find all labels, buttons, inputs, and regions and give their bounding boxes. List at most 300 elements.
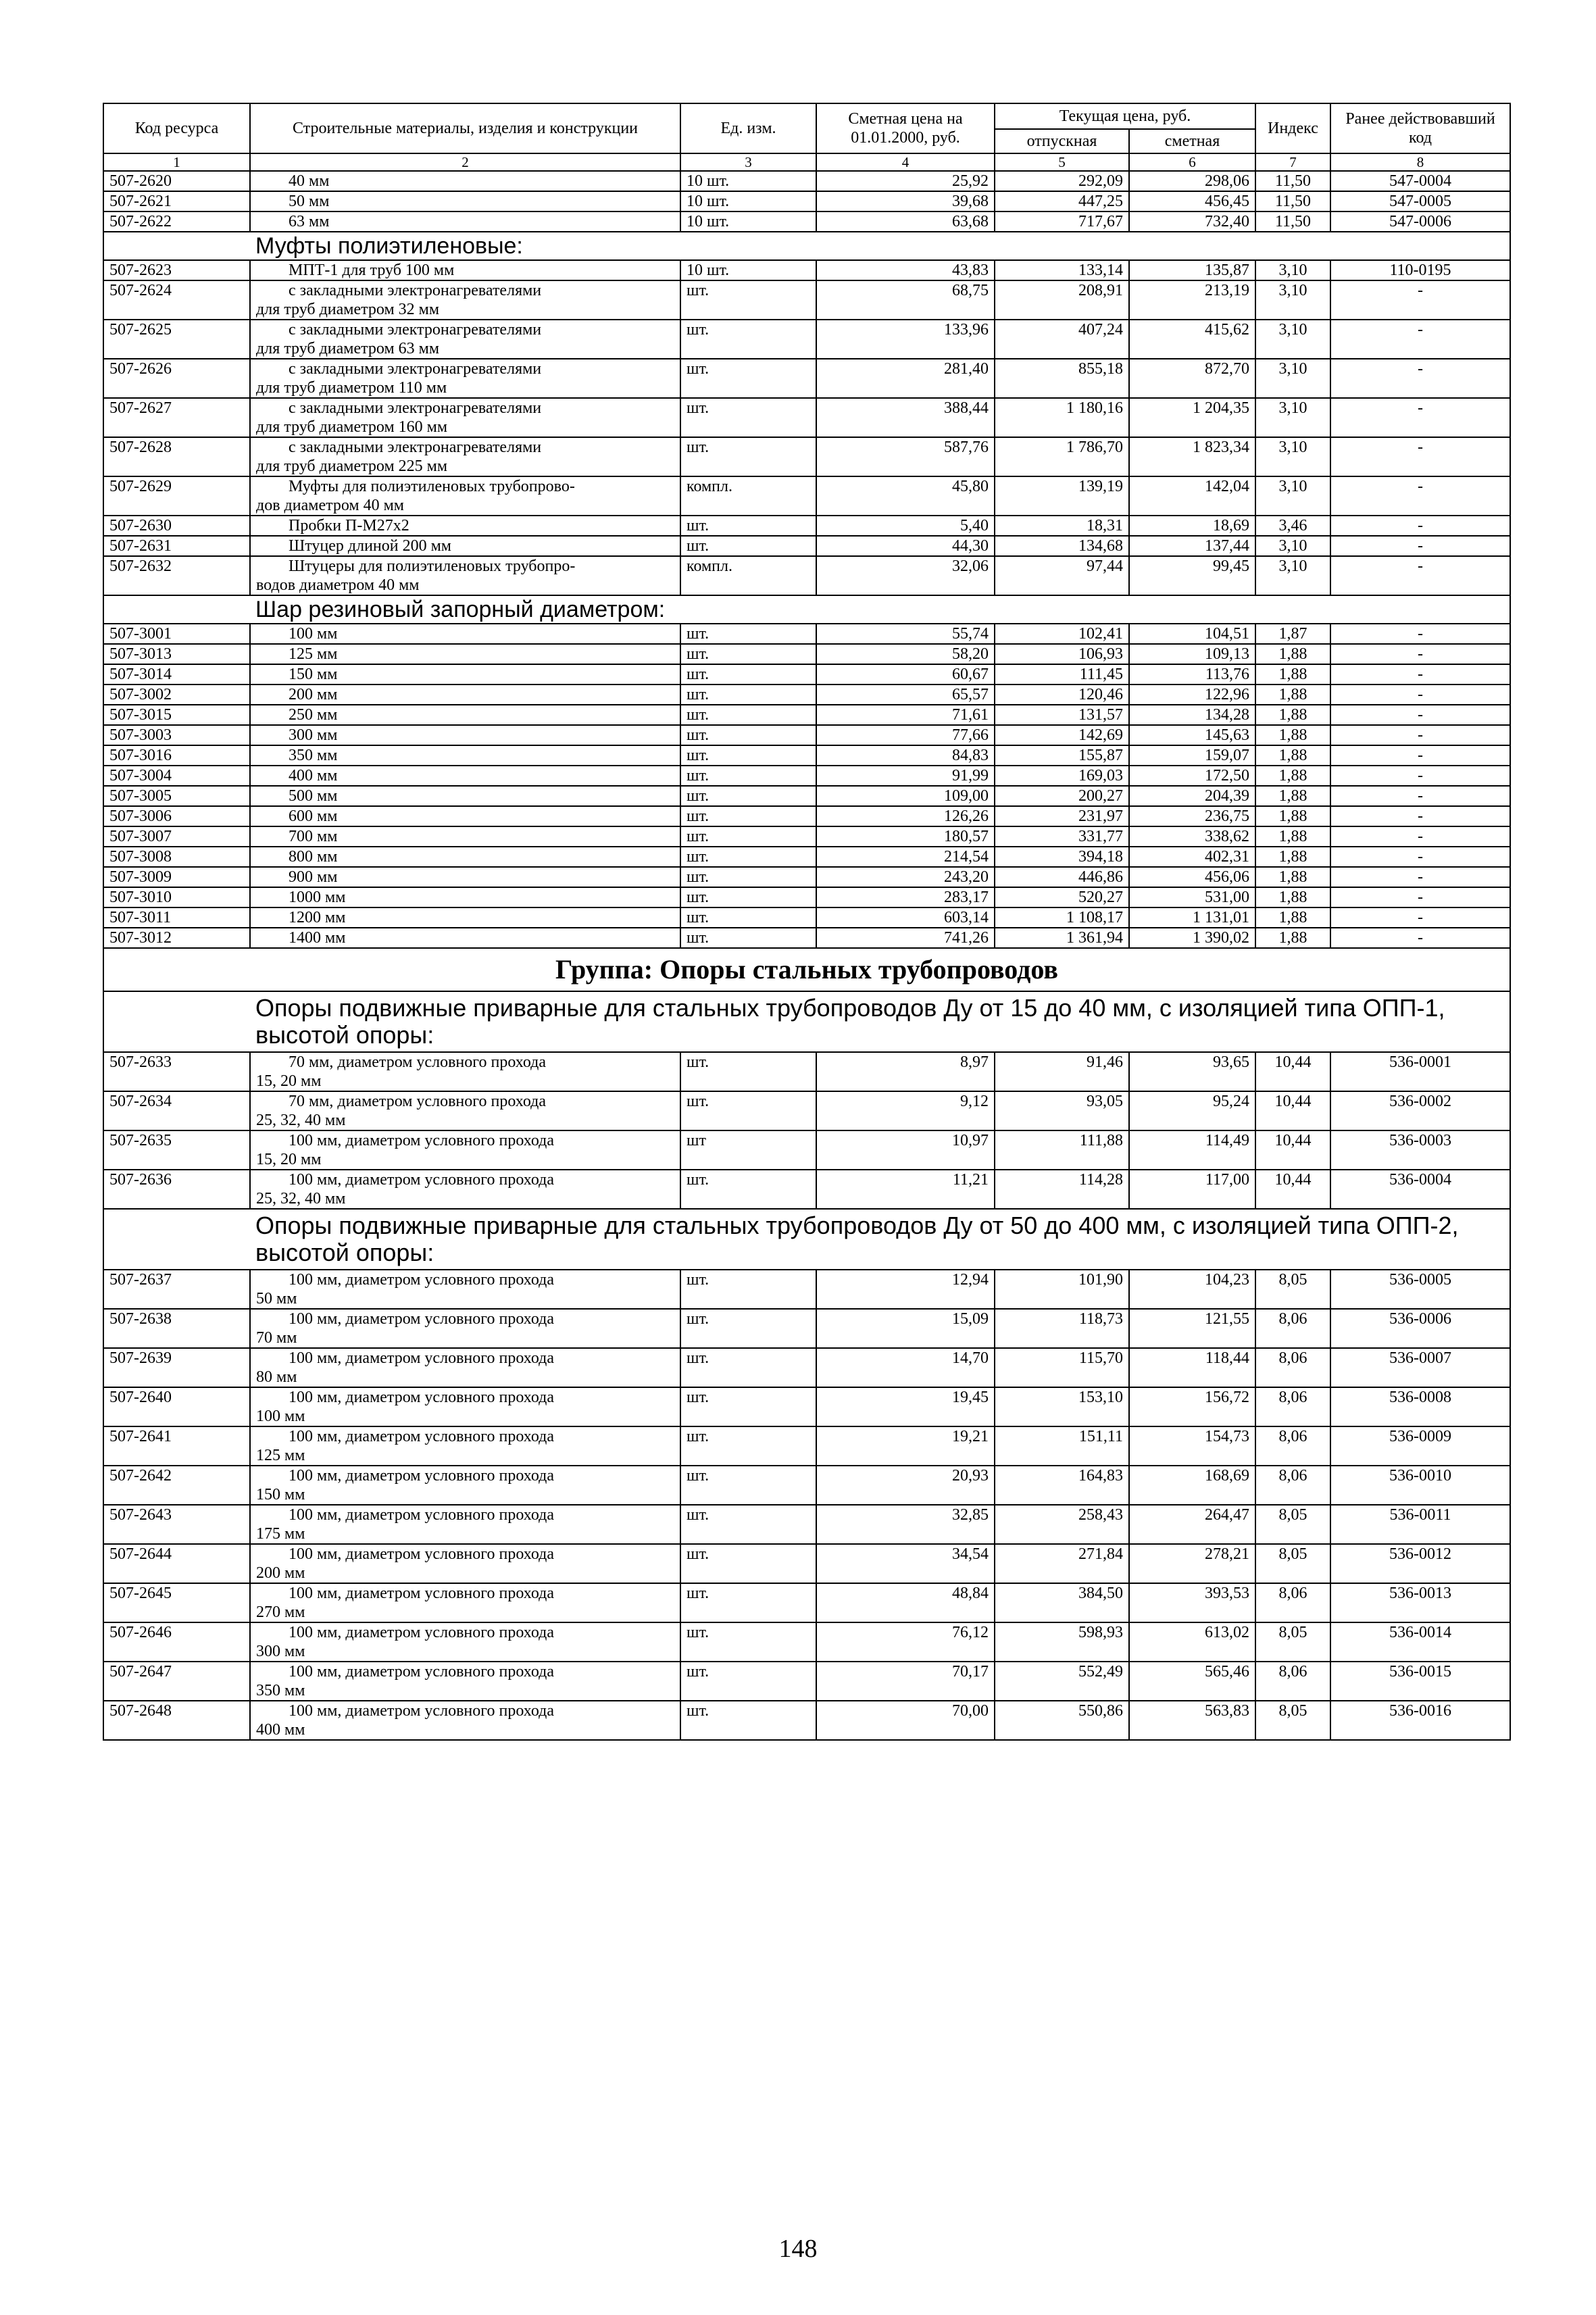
estimate-price: 264,47: [1129, 1505, 1255, 1544]
base-price: 70,17: [816, 1662, 995, 1701]
column-numbers-row: [103, 153, 1510, 171]
resource-code: 507-2644: [103, 1544, 250, 1583]
release-price: 200,27: [995, 786, 1129, 806]
table-row: [103, 516, 1510, 536]
table-row: [103, 1544, 1510, 1583]
item-name-line2: 50 мм: [256, 1290, 297, 1308]
table-row: [103, 320, 1510, 359]
table-row: [103, 766, 1510, 786]
previous-code: -: [1330, 826, 1510, 847]
table-row: [103, 806, 1510, 826]
unit: шт.: [680, 1505, 816, 1544]
estimate-price: 114,49: [1129, 1130, 1255, 1170]
base-price: 9,12: [816, 1091, 995, 1130]
table-row: [103, 1387, 1510, 1426]
unit: шт.: [680, 320, 816, 359]
price-index: 1,87: [1255, 624, 1330, 644]
item-name-line1: 63 мм: [289, 213, 330, 230]
unit: шт.: [680, 907, 816, 928]
release-price: 133,14: [995, 260, 1129, 280]
unit: шт.: [680, 1309, 816, 1348]
base-price: 243,20: [816, 867, 995, 887]
item-name-line2: 70 мм: [256, 1329, 297, 1347]
resource-code: 507-2623: [103, 260, 250, 280]
base-price: 8,97: [816, 1052, 995, 1091]
column-number: 4: [816, 153, 995, 171]
resource-code: 507-3004: [103, 766, 250, 786]
price-index: 1,88: [1255, 644, 1330, 664]
estimate-price: 172,50: [1129, 766, 1255, 786]
estimate-price: 135,87: [1129, 260, 1255, 280]
item-name-line1: 300 мм: [289, 726, 338, 744]
col-header-estimate: сметная: [1129, 129, 1255, 153]
item-name-line1: Штуцер длиной 200 мм: [289, 537, 451, 555]
table-row: [103, 211, 1510, 232]
price-index: 10,44: [1255, 1091, 1330, 1130]
previous-code: -: [1330, 644, 1510, 664]
price-index: 3,46: [1255, 516, 1330, 536]
price-index: 1,88: [1255, 664, 1330, 684]
table-row: [103, 171, 1510, 191]
base-price: 12,94: [816, 1270, 995, 1309]
item-name-line1: 700 мм: [289, 828, 338, 845]
item-name-line2: дов диаметром 40 мм: [256, 497, 404, 514]
unit: шт.: [680, 826, 816, 847]
table-row: [103, 437, 1510, 476]
table-row: [103, 664, 1510, 684]
previous-code: -: [1330, 887, 1510, 907]
unit: шт.: [680, 1466, 816, 1505]
release-price: 106,93: [995, 644, 1129, 664]
price-index: 1,88: [1255, 867, 1330, 887]
resource-code: 507-3001: [103, 624, 250, 644]
item-name-line1: 100 мм, диаметром условного прохода: [289, 1624, 554, 1641]
resource-code: 507-2622: [103, 211, 250, 232]
unit: шт.: [680, 664, 816, 684]
previous-code: -: [1330, 705, 1510, 725]
table-row: [103, 644, 1510, 664]
release-price: 142,69: [995, 725, 1129, 745]
previous-code: -: [1330, 684, 1510, 705]
resource-code: 507-2635: [103, 1130, 250, 1170]
item-name: [250, 1309, 680, 1348]
estimate-price: 613,02: [1129, 1622, 1255, 1662]
price-index: 8,06: [1255, 1662, 1330, 1701]
price-index: 1,88: [1255, 806, 1330, 826]
estimate-price: 402,31: [1129, 847, 1255, 867]
estimate-price: 531,00: [1129, 887, 1255, 907]
item-name-line2: для труб диаметром 110 мм: [256, 379, 447, 397]
release-price: 139,19: [995, 476, 1129, 516]
resource-code: 507-2633: [103, 1052, 250, 1091]
subgroup-heading: [103, 1209, 1510, 1270]
previous-code: -: [1330, 516, 1510, 536]
unit: шт.: [680, 536, 816, 556]
price-index: 10,44: [1255, 1130, 1330, 1170]
item-name-line1: 100 мм, диаметром условного прохода: [289, 1702, 554, 1720]
item-name-line1: 100 мм, диаметром условного прохода: [289, 1506, 554, 1524]
item-name-line1: с закладными электронагревателями: [289, 360, 542, 378]
resource-code: 507-2643: [103, 1505, 250, 1544]
base-price: 15,09: [816, 1309, 995, 1348]
estimate-price: 95,24: [1129, 1091, 1255, 1130]
base-price: 741,26: [816, 928, 995, 948]
price-index: 8,06: [1255, 1387, 1330, 1426]
resource-code: 507-3015: [103, 705, 250, 725]
release-price: 155,87: [995, 745, 1129, 766]
item-name-line1: Штуцеры для полиэтиленовых трубопро-: [289, 557, 576, 575]
previous-code: 536-0015: [1330, 1662, 1510, 1701]
section-heading: Муфты полиэтиленовые:: [103, 232, 1510, 260]
base-price: 281,40: [816, 359, 995, 398]
resource-code: 507-2631: [103, 536, 250, 556]
item-name-line1: 40 мм: [289, 172, 330, 190]
previous-code: -: [1330, 766, 1510, 786]
item-name-line1: 100 мм, диаметром условного прохода: [289, 1428, 554, 1445]
release-price: 134,68: [995, 536, 1129, 556]
subgroup-heading-line1: Опоры подвижные приварные для стальных трубопроводов Ду от 15 до 40 мм, с изоляцией типа ОПП-1,: [255, 994, 1445, 1022]
resource-code: 507-2648: [103, 1701, 250, 1740]
price-index: 8,06: [1255, 1426, 1330, 1466]
subgroup-heading-row: [103, 991, 1510, 1052]
table-row: [103, 1052, 1510, 1091]
item-name-line2: 80 мм: [256, 1368, 297, 1386]
previous-code: 536-0009: [1330, 1426, 1510, 1466]
base-price: 587,76: [816, 437, 995, 476]
item-name: [250, 476, 680, 516]
item-name-line1: 500 мм: [289, 787, 338, 805]
item-name: [250, 766, 680, 786]
resource-code: 507-2629: [103, 476, 250, 516]
resource-code: 507-2634: [103, 1091, 250, 1130]
section-heading-row: [103, 232, 1510, 260]
estimate-price: 563,83: [1129, 1701, 1255, 1740]
unit: компл.: [680, 476, 816, 516]
previous-code: -: [1330, 398, 1510, 437]
item-name-line1: 100 мм, диаметром условного прохода: [289, 1271, 554, 1289]
estimate-price: 154,73: [1129, 1426, 1255, 1466]
previous-code: -: [1330, 745, 1510, 766]
item-name-line1: 600 мм: [289, 807, 338, 825]
unit: шт.: [680, 887, 816, 907]
previous-code: -: [1330, 847, 1510, 867]
unit: шт.: [680, 359, 816, 398]
item-name-line2: 270 мм: [256, 1603, 305, 1621]
base-price: 180,57: [816, 826, 995, 847]
estimate-price: 456,06: [1129, 867, 1255, 887]
base-price: 32,85: [816, 1505, 995, 1544]
item-name-line1: 900 мм: [289, 868, 338, 886]
estimate-price: 109,13: [1129, 644, 1255, 664]
table-row: [103, 826, 1510, 847]
release-price: 164,83: [995, 1466, 1129, 1505]
previous-code: -: [1330, 806, 1510, 826]
resource-code: 507-3010: [103, 887, 250, 907]
table-row: [103, 867, 1510, 887]
table-body: [103, 171, 1510, 1740]
price-index: 3,10: [1255, 476, 1330, 516]
release-price: 101,90: [995, 1270, 1129, 1309]
price-index: 3,10: [1255, 536, 1330, 556]
previous-code: 547-0004: [1330, 171, 1510, 191]
release-price: 550,86: [995, 1701, 1129, 1740]
item-name: [250, 191, 680, 211]
unit: шт.: [680, 847, 816, 867]
table-row: [103, 887, 1510, 907]
item-name: [250, 725, 680, 745]
item-name-line1: 350 мм: [289, 747, 338, 764]
previous-code: -: [1330, 907, 1510, 928]
release-price: 231,97: [995, 806, 1129, 826]
estimate-price: 1 390,02: [1129, 928, 1255, 948]
release-price: 151,11: [995, 1426, 1129, 1466]
item-name: [250, 624, 680, 644]
price-index: 1,88: [1255, 826, 1330, 847]
base-price: 32,06: [816, 556, 995, 595]
unit: шт.: [680, 725, 816, 745]
item-name-line1: 100 мм, диаметром условного прохода: [289, 1585, 554, 1602]
item-name-line2: для труб диаметром 63 мм: [256, 340, 440, 357]
item-name-line2: 15, 20 мм: [256, 1072, 322, 1090]
previous-code: 536-0008: [1330, 1387, 1510, 1426]
previous-code: -: [1330, 359, 1510, 398]
release-price: 120,46: [995, 684, 1129, 705]
release-price: 407,24: [995, 320, 1129, 359]
item-name-line1: с закладными электронагревателями: [289, 321, 542, 339]
table-row: [103, 1505, 1510, 1544]
item-name: [250, 516, 680, 536]
estimate-price: 118,44: [1129, 1348, 1255, 1387]
table-row: [103, 1270, 1510, 1309]
column-number: 5: [995, 153, 1129, 171]
base-price: 58,20: [816, 644, 995, 664]
group-heading: Группа: Опоры стальных трубопроводов: [103, 948, 1510, 991]
price-index: 3,10: [1255, 556, 1330, 595]
table-row: [103, 786, 1510, 806]
release-price: 111,88: [995, 1130, 1129, 1170]
item-name-line1: 125 мм: [289, 645, 338, 663]
price-index: 3,10: [1255, 437, 1330, 476]
base-price: 39,68: [816, 191, 995, 211]
resource-code: 507-2626: [103, 359, 250, 398]
item-name: [250, 211, 680, 232]
unit: шт.: [680, 1583, 816, 1622]
item-name-line1: 100 мм, диаметром условного прохода: [289, 1349, 554, 1367]
item-name-line1: 100 мм: [289, 625, 338, 643]
item-name-line2: 125 мм: [256, 1447, 305, 1464]
unit: 10 шт.: [680, 211, 816, 232]
previous-code: 536-0007: [1330, 1348, 1510, 1387]
column-number: 3: [680, 153, 816, 171]
price-index: 1,88: [1255, 745, 1330, 766]
item-name-line1: 100 мм, диаметром условного прохода: [289, 1171, 554, 1189]
item-name-line1: 100 мм, диаметром условного прохода: [289, 1389, 554, 1406]
estimate-price: 113,76: [1129, 664, 1255, 684]
column-number: 2: [250, 153, 680, 171]
table-row: [103, 1662, 1510, 1701]
estimate-price: 104,23: [1129, 1270, 1255, 1309]
item-name-line1: Пробки П-М27х2: [289, 517, 409, 534]
item-name-line1: с закладными электронагревателями: [289, 399, 542, 417]
base-price: 126,26: [816, 806, 995, 826]
table-row: [103, 476, 1510, 516]
table-row: [103, 725, 1510, 745]
item-name-line2: 25, 32, 40 мм: [256, 1112, 346, 1129]
estimate-price: 1 823,34: [1129, 437, 1255, 476]
item-name: [250, 359, 680, 398]
previous-code: -: [1330, 536, 1510, 556]
base-price: 133,96: [816, 320, 995, 359]
base-price: 34,54: [816, 1544, 995, 1583]
estimate-price: 117,00: [1129, 1170, 1255, 1209]
resource-code: 507-2642: [103, 1466, 250, 1505]
table-row: [103, 745, 1510, 766]
previous-code: -: [1330, 664, 1510, 684]
release-price: 394,18: [995, 847, 1129, 867]
item-name-line1: 100 мм, диаметром условного прохода: [289, 1310, 554, 1328]
resource-code: 507-2620: [103, 171, 250, 191]
base-price: 44,30: [816, 536, 995, 556]
estimate-price: 137,44: [1129, 536, 1255, 556]
item-name-line1: 100 мм, диаметром условного прохода: [289, 1663, 554, 1681]
item-name: [250, 745, 680, 766]
unit: шт.: [680, 745, 816, 766]
item-name-line2: 350 мм: [256, 1682, 305, 1699]
estimate-price: 1 204,35: [1129, 398, 1255, 437]
item-name-line1: 1400 мм: [289, 929, 346, 947]
price-index: 1,88: [1255, 766, 1330, 786]
col-header-name: Строительные материалы, изделия и конструкции: [250, 103, 680, 153]
resource-code: 507-2647: [103, 1662, 250, 1701]
price-table: [103, 103, 1511, 1741]
item-name: [250, 1583, 680, 1622]
table-row: [103, 928, 1510, 948]
item-name: [250, 556, 680, 595]
previous-code: 547-0005: [1330, 191, 1510, 211]
resource-code: 507-2627: [103, 398, 250, 437]
estimate-price: 338,62: [1129, 826, 1255, 847]
table-row: [103, 398, 1510, 437]
base-price: 48,84: [816, 1583, 995, 1622]
estimate-price: 204,39: [1129, 786, 1255, 806]
base-price: 65,57: [816, 684, 995, 705]
release-price: 169,03: [995, 766, 1129, 786]
table-row: [103, 1130, 1510, 1170]
estimate-price: 145,63: [1129, 725, 1255, 745]
item-name-line2: 15, 20 мм: [256, 1151, 322, 1168]
base-price: 20,93: [816, 1466, 995, 1505]
previous-code: -: [1330, 280, 1510, 320]
item-name-line2: для труб диаметром 32 мм: [256, 301, 440, 318]
base-price: 14,70: [816, 1348, 995, 1387]
col-header-base-price: Сметная цена на 01.01.2000, руб.: [816, 103, 995, 153]
table-row: [103, 847, 1510, 867]
price-index: 1,88: [1255, 786, 1330, 806]
unit: шт.: [680, 806, 816, 826]
release-price: 598,93: [995, 1622, 1129, 1662]
item-name: [250, 1270, 680, 1309]
price-index: 1,88: [1255, 725, 1330, 745]
item-name: [250, 928, 680, 948]
base-price: 84,83: [816, 745, 995, 766]
resource-code: 507-2638: [103, 1309, 250, 1348]
item-name-line1: Муфты для полиэтиленовых трубопрово-: [289, 478, 575, 495]
estimate-price: 134,28: [1129, 705, 1255, 725]
release-price: 258,43: [995, 1505, 1129, 1544]
base-price: 55,74: [816, 624, 995, 644]
price-index: 1,88: [1255, 928, 1330, 948]
table-row: [103, 684, 1510, 705]
previous-code: 536-0011: [1330, 1505, 1510, 1544]
item-name-line1: 70 мм, диаметром условного прохода: [289, 1053, 546, 1071]
subgroup-heading-row: [103, 1209, 1510, 1270]
price-index: 1,88: [1255, 847, 1330, 867]
item-name-line1: 100 мм, диаметром условного прохода: [289, 1132, 554, 1149]
item-name-line1: с закладными электронагревателями: [289, 439, 542, 456]
table-row: [103, 536, 1510, 556]
previous-code: 536-0013: [1330, 1583, 1510, 1622]
unit: шт.: [680, 786, 816, 806]
estimate-price: 168,69: [1129, 1466, 1255, 1505]
previous-code: 536-0006: [1330, 1309, 1510, 1348]
unit: шт.: [680, 398, 816, 437]
price-index: 8,05: [1255, 1622, 1330, 1662]
resource-code: 507-3009: [103, 867, 250, 887]
table-row: [103, 907, 1510, 928]
item-name-line1: 400 мм: [289, 767, 338, 785]
item-name-line2: 175 мм: [256, 1525, 305, 1543]
estimate-price: 732,40: [1129, 211, 1255, 232]
item-name: [250, 1544, 680, 1583]
subgroup-heading-line2: высотой опоры:: [255, 1021, 434, 1049]
price-index: 11,50: [1255, 191, 1330, 211]
item-name: [250, 1052, 680, 1091]
release-price: 520,27: [995, 887, 1129, 907]
item-name: [250, 1662, 680, 1701]
release-price: 331,77: [995, 826, 1129, 847]
table-row: [103, 280, 1510, 320]
price-index: 1,88: [1255, 684, 1330, 705]
item-name-line1: 50 мм: [289, 193, 330, 210]
previous-code: -: [1330, 786, 1510, 806]
unit: шт.: [680, 1622, 816, 1662]
previous-code: 536-0004: [1330, 1170, 1510, 1209]
item-name: [250, 887, 680, 907]
estimate-price: 872,70: [1129, 359, 1255, 398]
estimate-price: 93,65: [1129, 1052, 1255, 1091]
release-price: 93,05: [995, 1091, 1129, 1130]
table-row: [103, 1701, 1510, 1740]
price-index: 8,05: [1255, 1505, 1330, 1544]
resource-code: 507-2645: [103, 1583, 250, 1622]
column-number: 6: [1129, 153, 1255, 171]
item-name-line1: 200 мм: [289, 686, 338, 703]
item-name-line2: водов диаметром 40 мм: [256, 576, 420, 594]
previous-code: -: [1330, 725, 1510, 745]
item-name: [250, 826, 680, 847]
item-name-line2: 300 мм: [256, 1643, 305, 1660]
unit: шт.: [680, 1091, 816, 1130]
section-heading-row: [103, 595, 1510, 624]
item-name-line1: 100 мм, диаметром условного прохода: [289, 1467, 554, 1485]
col-header-prev-code: Ранее действовавший код: [1330, 103, 1510, 153]
estimate-price: 415,62: [1129, 320, 1255, 359]
unit: шт.: [680, 928, 816, 948]
item-name: [250, 260, 680, 280]
release-price: 717,67: [995, 211, 1129, 232]
release-price: 102,41: [995, 624, 1129, 644]
resource-code: 507-2639: [103, 1348, 250, 1387]
